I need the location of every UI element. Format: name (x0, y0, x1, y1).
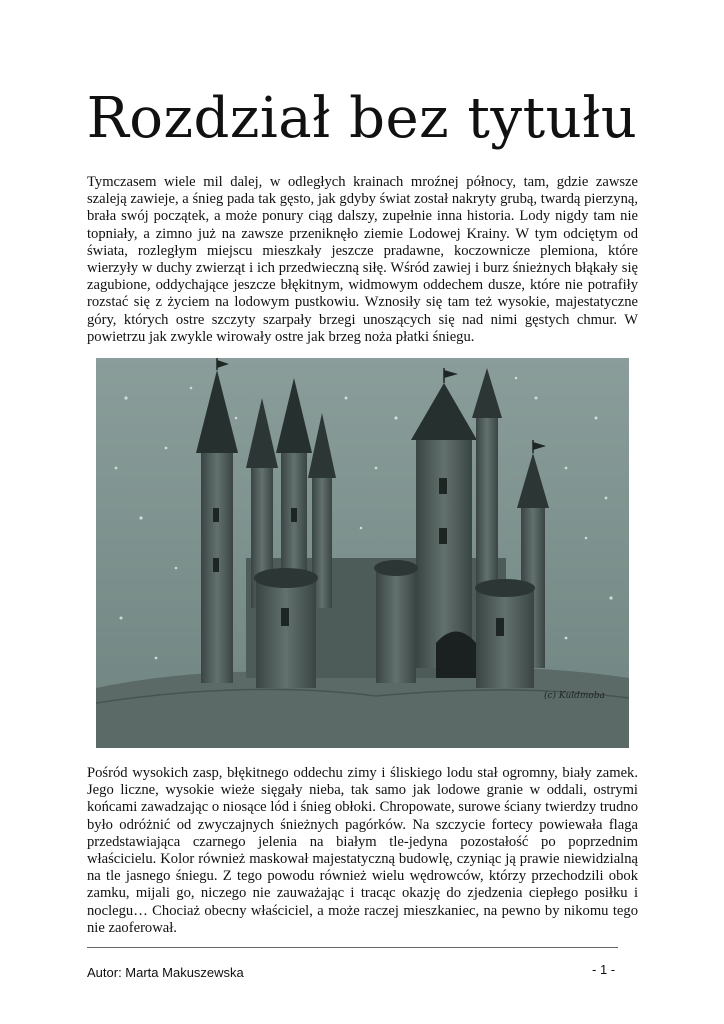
page-number: - 1 - (592, 962, 616, 977)
castle-drawing (96, 358, 629, 748)
paragraph-2: Pośród wysokich zasp, błękitnego oddechu zimy i śliskiego lodu stał ogromny, biały zamek. Jego liczne, wysokie wieże sięgały nieba, tak samo jak lodowe granie w oddali, ostrymi końcami zawadzając o niosące lód i śnieg obłoki. Chropowate, surowe ściany twierdzy trudno było odróżnić od zwyczajnych śnieżnych pagórków. Na szczycie fortecy powiewała flaga przedstawiająca czarnego jelenia na białym tle-jedyna pozostałość po poprzednim właścicielu. Kolor również maskował majestatyczną budowlę, czyniąc ją prawie niewidzialną na tle jasnego śniegu. Z tego powodu również wielu wędrowców, którzy przechodzili obok zamku, mijali go, niczego nie zauważając i tracąc okazję do zjedzenia ciepłego posiłku i noclegu… Chociaż obecny właściciel, a może raczej mieszkaniec, na pewno by nikomu tego nie zaoferował. (87, 765, 638, 936)
artist-signature: (c) Kuldmoba (544, 691, 605, 701)
paragraph-1: Tymczasem wiele mil dalej, w odległych krainach mroźnej północy, tam, gdzie zawsze szaleją zawieje, a śnieg pada tak gęsto, jak gdyby świat został nakryty grubą, twardą pierzyną, brała swój początek, a może ponury ciąg dalszy, zupełnie inna historia. Lody nigdy tam nie topniały, a zimno już na zawsze przeniknęło ziemie Lodowej Krainy. W tym odciętym od świata, rozległym miejscu mieszkały jeszcze pradawne, koczownicze plemiona, które wierzyły w duchy zwierząt i ich przedwieczną siłę. Wśród zawiej i burz śnieżnych błąkały się zagubione, oddychające jeszcze błękitnym, widmowym oddechem dusze, które nie potrafiły rozstać się z życiem na lodowym pustkowiu. Wznosiły się tam też wysokie, majestatyczne góry, których ostre szczyty szarpały brzegi unoszących się nad nimi gęstych chmur. W powietrzu jak zwykle wirowały ostre jak brzeg noża płatki śniegu. (87, 174, 638, 345)
footer-author: Autor: Marta Makuszewska (87, 965, 244, 980)
castle-illustration (96, 358, 629, 748)
footer-divider (87, 947, 618, 948)
chapter-title: Rozdział bez tytułu (86, 86, 638, 151)
